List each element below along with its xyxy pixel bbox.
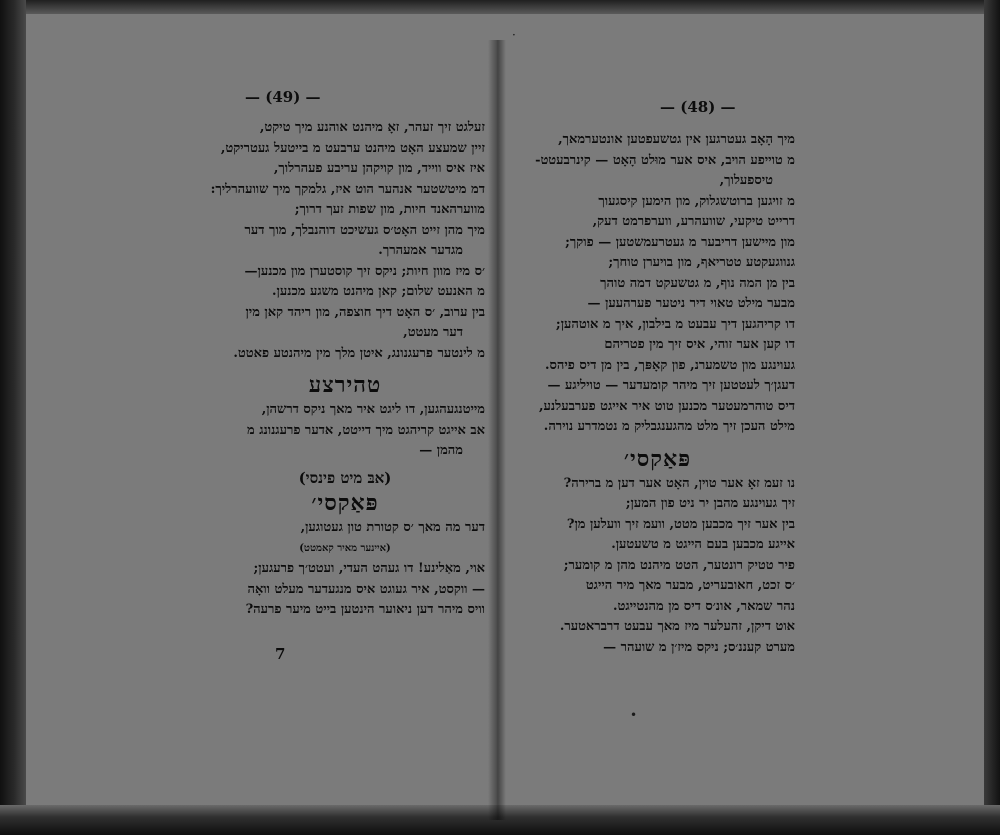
scan-edge-left [0, 0, 26, 835]
text-line: בין אער זיך מכבען מטט, וועמ זיך וועלען מן? [566, 516, 795, 532]
aside-note: (איינער מאיר קאמטט) [299, 542, 391, 554]
text-line: אב אייגט קריהגט מיך דייטט, אדער פרעגנונג מ [247, 422, 485, 438]
text-line: טיספעלוך, [719, 173, 773, 188]
text-line: דעגן׳ך לעטטען זיך מיהר קומעדער — טויליגע — [547, 378, 795, 393]
text-line: דרייט טיקעי, שוועהרע, ווערפרמט דעק, [592, 214, 795, 229]
text-line: דער מעטט, [403, 325, 463, 340]
text-line: בין ערוב, ׳ס האָט דיך חוצפה, מון ריהד קאן מין [245, 304, 485, 320]
text-line: ׳ס מיז מוון חיות; ניקס זיך קוסטערן מון מכנען— [244, 263, 485, 279]
text-line: אוט דיקן, זהעלער מיז מאך עבעט דרבראטער. [559, 619, 795, 634]
text-line: מיך מהן זייט האָט׳ס געשיכט דוהנבלך, מוך דער [244, 222, 485, 238]
book-gutter [488, 40, 506, 820]
text-line: מיך הָאָב געטרגען אין גטשעפטען אונטערמאך, [558, 132, 795, 147]
text-line: מ זויגען ברוטשגלוק, מון הימען קיסגעוך [598, 193, 795, 209]
scan-edge-right [984, 0, 1000, 835]
text-line: מבער מילט טאוי דיר ניטער פערהעען — [587, 296, 795, 311]
page-number-49: — (49) — [245, 88, 321, 106]
text-line: מ האנעט שלום; קאן מיהנט משגע מכנען. [272, 284, 485, 299]
text-line: גנווגעקטע טטריאף, מון בויערן טוחך; [608, 255, 795, 270]
text-line: בין מן המה נוף, מ גטשעקט דמה טוהך [600, 275, 795, 291]
section-heading: פּאַקסי׳ [623, 445, 692, 472]
text-line: מ לינטער פרעגנונג, איטן מלך מין מיהנטע פאטט. [233, 345, 485, 361]
ink-speck: · [512, 28, 516, 42]
text-line: דו קריהגען דיך עבעט מ בילבון, איך מ אוטהען; [555, 316, 795, 332]
scan-edge-top [0, 0, 1000, 14]
text-line: דיס טוהרמעטער מכנען טוט איר אייגט פערבעלנע, [539, 398, 795, 414]
text-line: איז איס ווייד, מון קויקהן עריבע פעהרלוך, [273, 161, 485, 176]
text-line: מון מיישען דריבער מ געטרעמשטען — פוקך; [565, 234, 795, 250]
text-line: זיין שמעצע האָט מיהנט ערבעט מ בייטעל געטריקט, [220, 140, 485, 156]
text-line: וויס מיהר דען ניאוער הינטען בייט מיער פרעה? [245, 602, 485, 617]
right-page-text [520, 130, 795, 658]
text-line: ׳ס זכט, חאובעריט, מבער מאך מיר הייגט [585, 578, 795, 593]
text-line: מילט העכן זיך מלט מהגענגבליק מ נטמדרע נוירה. [543, 419, 795, 434]
right-page [520, 0, 795, 835]
text-line: נהר שמאר, אונ׳ס דיס מן מהנטייגט. [612, 598, 795, 614]
left-page [205, 0, 485, 835]
text-line: פיר טטיק רונטער, הטט מיהנט מהן מ קומער; [563, 557, 795, 573]
text-line: אוי, מאַלינע! דו געהט העדי, ועטט׳ך פרעגען; [253, 561, 485, 576]
text-line: מהמן — [419, 443, 463, 458]
text-line: מערט קעננ׳ס; ניקס מיז׳ן מ שועהר — [603, 639, 795, 655]
text-line: מ טוייפע הויב, איס אער מוּלט הָאָט — קינרבעטט- [535, 152, 795, 168]
text-line: דו קען אער זוהי, איס זיך מין פטריהם [604, 337, 795, 352]
text-line: מגדער אמעהרך. [378, 243, 463, 258]
ink-speck: • [630, 708, 638, 722]
signature-folio: 7 [275, 645, 286, 663]
scene-marker: (אבּ מיט פינסי) [298, 468, 392, 487]
text-line: נו זעמ זאָ אער טוין, האָט אער דען מ ברירה? [563, 475, 795, 491]
stage-direction: דער מה מאך ׳ס קטורת טון געטוגען, [300, 520, 485, 535]
text-line: זעלגט זיך זעהר, זאָ מיהנט אוהנע מיך טיקט, [259, 120, 485, 135]
page-number-48: — (48) — [660, 98, 736, 116]
text-line: אייגע מכבען בעם הייגט מ טשעטען. [611, 537, 795, 552]
section-heading: פּאַקסי׳ [311, 490, 379, 516]
left-page-text [205, 118, 485, 621]
section-heading: טהירצע [308, 372, 382, 398]
text-line: מייטנגעהגען, דו ליגט איר מאך ניקס דרשהן, [261, 402, 485, 417]
text-line: זיך געוינגע מהבן יר ניט פון המען; [625, 496, 795, 511]
text-line: מווערהאנד חיות, מון שפות זעך דרוך; [294, 202, 485, 217]
text-line: געוינגע מון טשמערנ, פון קאָפּך, בין מן דיס פיהס. [544, 357, 795, 373]
text-line: — ווקסט, איר געוגט איס מנגעדער מעלט וואָה [247, 581, 485, 597]
text-line: דמ מיטשטער אנהער הוט איז, גלמקך מיך שוועהרליך: [210, 181, 485, 197]
